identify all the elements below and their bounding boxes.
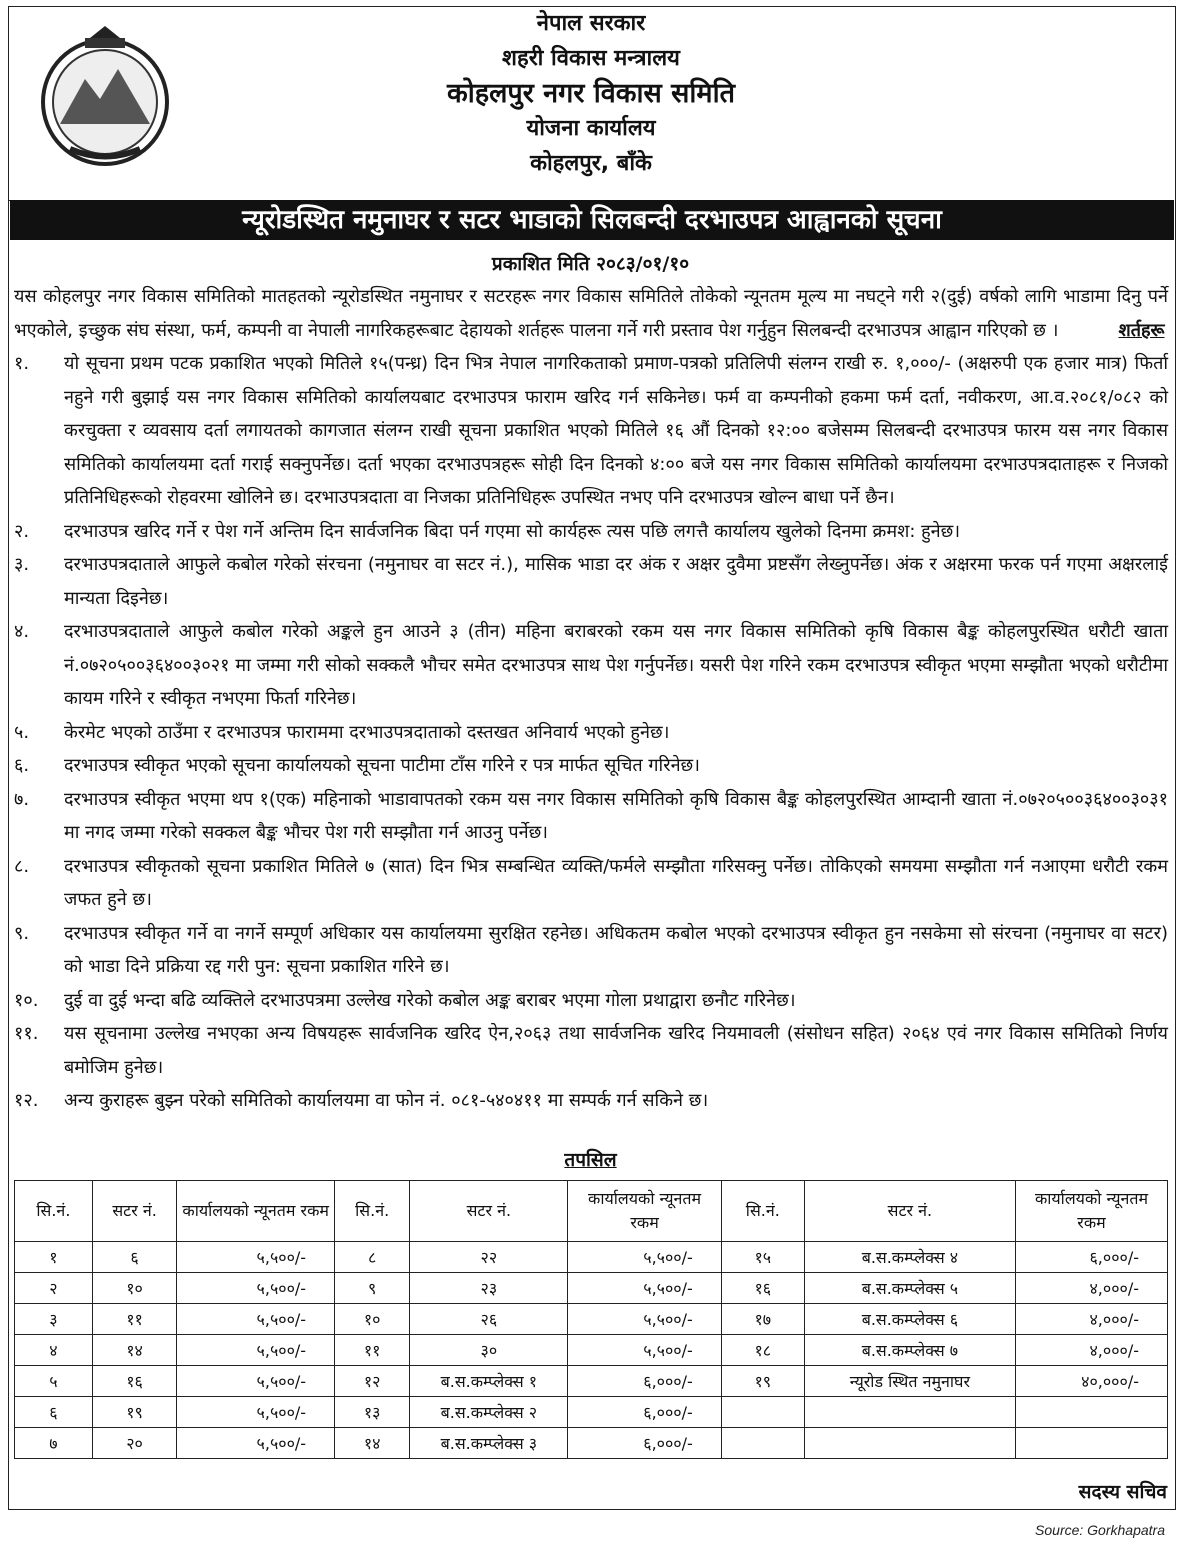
term-text: दरभाउपत्र खरिद गर्ने र पेश गर्ने अन्तिम दिन सार्वजनिक बिदा पर्न गएमा सो कार्यहरू त्यस पछि लगत्तै कार्यालय खुलेको दिनमा क्रमश: हुनेछ। (64, 520, 961, 542)
table-cell: २६ (410, 1304, 568, 1335)
source-credit: Source: Gorkhapatra (1035, 1522, 1165, 1538)
term-number: २. (14, 520, 30, 542)
term-text: दरभाउपत्र स्वीकृत भएको सूचना कार्यालयको सूचना पाटीमा टाँस गरिने र पत्र मार्फत सूचित गरिनेछ। (64, 755, 700, 776)
term-text: यो सूचना प्रथम पटक प्रकाशित भएको मितिले १५(पन्ध्र) दिन भित्र नेपाल नागरिकताको प्रमाण-पत्रको प्रतिलिपी संलग्न राखी रु. १,०००/- (अक्षरुपी एक हजार मात्र) फिर्ता नहुने गरी बुझाई यस नगर विकास समितिको कार्यालयबाट दरभाउपत्र फाराम खरिद गर्न सकिनेछ। फर्म वा कम्पनीको हकमा फर्म दर्ता, नवीकरण, आ.व.२०८१/०८२ को करचुक्ता र व्यवसाय दर्ता लगायतको कागजात संलग्न राखी सूचना प्रकाशित भएको मितिले १६ औं दिनको १२:०० बजेसम्म सिलबन्दी दरभाउपत्र फारम यस नगर विकास समितिको कार्यालयमा दर्ता गराई सक्नुपर्नेछ। दर्ता भएका दरभाउपत्रहरू सोही दिन दिनको ४:०० बजे यस नगर विकास समितिको कार्यालयमा दरभाउपत्रदाताहरू र निजको प्रतिनिधिहरूको रोहवरमा खोलिने छ। दरभाउपत्रदाता वा निजका प्रतिनिधिहरू उपस्थित नभए पनि दरभाउपत्र खोल्न बाधा पर्ने छैन। (64, 353, 1168, 508)
table-cell: ब.स.कम्प्लेक्स ४ (804, 1242, 1015, 1273)
table-cell: ९ (335, 1273, 410, 1304)
table-cell: १० (92, 1273, 177, 1304)
table-cell: ५,५००/- (568, 1304, 721, 1335)
table-cell: २३ (410, 1273, 568, 1304)
term-number: ४. (14, 621, 30, 642)
header-ministry: शहरी विकास मन्त्रालय (502, 46, 680, 71)
terms-heading: शर्तहरू (1118, 319, 1165, 341)
table-cell: ४,०००/- (1016, 1273, 1168, 1304)
table-cell: १० (335, 1304, 410, 1335)
term-number: १. (14, 353, 30, 374)
table-heading: तपसिल (564, 1149, 617, 1171)
term-number: ७. (14, 788, 30, 810)
term-number: ६. (14, 755, 30, 776)
details-table (14, 1180, 1168, 1459)
table-header-cell: कार्यालयको न्यूनतम रकम (177, 1181, 335, 1242)
nepal-emblem-icon (30, 24, 180, 174)
table-cell: ५,५००/- (177, 1304, 335, 1335)
table-cell: ब.स.कम्प्लेक्स ७ (804, 1335, 1015, 1366)
table-cell: ८ (335, 1242, 410, 1273)
table-cell: १९ (721, 1366, 804, 1397)
term-item (14, 548, 1168, 615)
term-number: ८. (14, 855, 30, 877)
table-cell: ४,०००/- (1016, 1335, 1168, 1366)
term-item (14, 716, 1168, 750)
term-item (14, 347, 1168, 515)
term-text: दरभाउपत्रदाताले आफुले कबोल गरेको संरचना (नमुनाघर वा सटर नं.), मासिक भाडा दर अंक र अक्षर दुवैमा प्रष्टसँग लेख्नुपर्नेछ। अंक र अक्षरमा फरक पर्न गएमा अक्षरलाई मान्यता दिइनेछ। (64, 554, 1168, 609)
terms-list (14, 347, 1168, 1118)
table-cell: ब.स.कम्प्लेक्स ६ (804, 1304, 1015, 1335)
term-number: ३. (14, 554, 30, 575)
table-header-cell: सि.नं. (15, 1181, 93, 1242)
table-cell: १ (15, 1242, 93, 1273)
term-item (14, 783, 1168, 850)
header-organization: कोहलपुर नगर विकास समिति (447, 78, 735, 109)
table-cell: ४,०००/- (1016, 1304, 1168, 1335)
table-cell: १६ (721, 1273, 804, 1304)
table-cell: १७ (721, 1304, 804, 1335)
term-number: ९. (14, 922, 30, 944)
table-cell: ३ (15, 1304, 93, 1335)
table-cell: १४ (335, 1428, 410, 1459)
table-header-cell: सटर नं. (92, 1181, 177, 1242)
table-cell: ६,०००/- (1016, 1242, 1168, 1273)
table-cell: ५,५००/- (177, 1397, 335, 1428)
term-number: ११. (14, 1023, 39, 1044)
table-cell: १३ (335, 1397, 410, 1428)
table-cell: २ (15, 1273, 93, 1304)
term-item (14, 1017, 1168, 1084)
table-cell: ५,५००/- (177, 1273, 335, 1304)
table-cell: ४ (15, 1335, 93, 1366)
header-office: योजना कार्यालय (526, 116, 656, 141)
table-cell: ५,५००/- (568, 1335, 721, 1366)
table-cell: ब.स.कम्प्लेक्स १ (410, 1366, 568, 1397)
table-row (15, 1242, 1168, 1273)
term-item (14, 850, 1168, 917)
intro-text: यस कोहलपुर नगर विकास समितिको मातहतको न्यूरोडस्थित नमुनाघर र सटरहरू नगर विकास समितिले तोकेको न्यूनतम मूल्य मा नघट्ने गरी २(दुई) वर्षको लागि भाडामा दिनु पर्ने भएकोले, इच्छुक संघ संस्था, फर्म, कम्पनी वा नेपाली नागरिकहरूबाट देहायको शर्तहरू पालना गर्ने गरी प्रस्ताव पेश गर्नुहुन सिलबन्दी दरभाउपत्र आह्वान गरिएको छ । (14, 286, 1168, 341)
term-item (14, 515, 1168, 549)
table-cell (804, 1397, 1015, 1428)
signature: सदस्य सचिव (1078, 1481, 1167, 1503)
table-cell: न्यूरोड स्थित नमुनाघर (804, 1366, 1015, 1397)
table-cell: ५ (15, 1366, 93, 1397)
table-row (15, 1428, 1168, 1459)
table-cell: ६,०००/- (568, 1366, 721, 1397)
table-cell: १६ (92, 1366, 177, 1397)
table-row (15, 1366, 1168, 1397)
notice-header (8, 6, 1174, 201)
term-item (14, 615, 1168, 716)
table-cell: १४ (92, 1335, 177, 1366)
table-cell: १५ (721, 1242, 804, 1273)
table-cell: ५,५००/- (177, 1242, 335, 1273)
table-cell: ६ (15, 1397, 93, 1428)
table-header-cell: कार्यालयको न्यूनतम रकम (568, 1181, 721, 1242)
term-item (14, 984, 1168, 1018)
table-cell: २० (92, 1428, 177, 1459)
notice-title: न्यूरोडस्थित नमुनाघर र सटर भाडाको सिलबन्दी दरभाउपत्र आह्वानको सूचना (10, 200, 1174, 240)
table-cell: २२ (410, 1242, 568, 1273)
table-header-cell: सि.नं. (721, 1181, 804, 1242)
table-cell: ५,५००/- (177, 1366, 335, 1397)
term-item (14, 1084, 1168, 1118)
table-cell: ११ (92, 1304, 177, 1335)
table-row (15, 1273, 1168, 1304)
table-cell (1016, 1397, 1168, 1428)
term-text: यस सूचनामा उल्लेख नभएका अन्य विषयहरू सार्वजनिक खरिद ऐन,२०६३ तथा सार्वजनिक खरिद नियमावली (संसोधन सहित) २०६४ एवं नगर विकास समितिको निर्णय बमोजिम हुनेछ। (64, 1023, 1168, 1078)
table-cell: ३० (410, 1335, 568, 1366)
table-cell: ६,०००/- (568, 1397, 721, 1428)
term-text: दरभाउपत्रदाताले आफुले कबोल गरेको अङ्कले हुन आउने ३ (तीन) महिना बराबरको रकम यस नगर विकास समितिको कृषि विकास बैङ्क कोहलपुरस्थित धरौटी खाता नं.०७२०५००३६४००३०२१ मा जम्मा गरी सोको सक्कलै भौचर समेत दरभाउपत्र साथ पेश गर्नुपर्नेछ। यसरी पेश गरिने रकम दरभाउपत्र स्वीकृत भएमा सम्झौता भएको धरौटीमा कायम गरिने र स्वीकृत नभएमा फिर्ता गरिनेछ। (64, 621, 1168, 709)
table-row (15, 1335, 1168, 1366)
table-header-cell: सि.नं. (335, 1181, 410, 1242)
term-number: ५. (14, 721, 30, 743)
table-cell (721, 1397, 804, 1428)
table-row (15, 1304, 1168, 1335)
table-cell: ७ (15, 1428, 93, 1459)
term-text: केरमेट भएको ठाउँमा र दरभाउपत्र फाराममा दरभाउपत्रदाताको दस्तखत अनिवार्य भएको हुनेछ। (64, 721, 670, 743)
table-cell: १९ (92, 1397, 177, 1428)
table-cell: ६,०००/- (568, 1428, 721, 1459)
table-cell (804, 1428, 1015, 1459)
term-text: दरभाउपत्र स्वीकृत गर्ने वा नगर्ने सम्पूर्ण अधिकार यस कार्यालयमा सुरक्षित रहनेछ। अधिकतम कबोल भएको दरभाउपत्र स्वीकृत हुन नसकेमा सो संरचना (नमुनाघर वा सटर) को भाडा दिने प्रक्रिया रद्द गरी पुन: सूचना प्रकाशित गरिने छ। (64, 922, 1168, 977)
published-date: प्रकाशित मिति २०८३/०१/१० (491, 253, 690, 275)
table-header-row (15, 1181, 1168, 1242)
term-item (14, 917, 1168, 984)
term-text: अन्य कुराहरू बुझ्न परेको समितिको कार्यालयमा वा फोन नं. ०८१-५४०४११ मा सम्पर्क गर्न सकिने छ। (64, 1090, 709, 1111)
term-item (14, 749, 1168, 783)
table-cell: १८ (721, 1335, 804, 1366)
table-cell: ११ (335, 1335, 410, 1366)
table-header-cell: सटर नं. (410, 1181, 568, 1242)
table-cell: ६ (92, 1242, 177, 1273)
table-cell: ५,५००/- (568, 1273, 721, 1304)
table-cell: ५,५००/- (177, 1335, 335, 1366)
header-location: कोहलपुर, बाँके (530, 151, 652, 176)
table-cell: ब.स.कम्प्लेक्स ५ (804, 1273, 1015, 1304)
intro-paragraph (14, 280, 1168, 347)
term-text: दुई वा दुई भन्दा बढि व्यक्तिले दरभाउपत्रमा उल्लेख गरेको कबोल अङ्क बराबर भएमा गोला प्रथाद्वारा छनौट गरिनेछ। (64, 989, 796, 1011)
table-header-cell: सटर नं. (804, 1181, 1015, 1242)
table-cell: ४०,०००/- (1016, 1366, 1168, 1397)
table-cell: ५,५००/- (568, 1242, 721, 1273)
table-row (15, 1397, 1168, 1428)
term-number: १०. (14, 989, 39, 1011)
table-cell: ब.स.कम्प्लेक्स ३ (410, 1428, 568, 1459)
table-cell (721, 1428, 804, 1459)
table-cell (1016, 1428, 1168, 1459)
term-text: दरभाउपत्र स्वीकृतको सूचना प्रकाशित मितिले ७ (सात) दिन भित्र सम्बन्धित व्यक्ति/फर्मले सम्झौता गरिसक्नु पर्नेछ। तोकिएको समयमा सम्झौता गर्न नआएमा धरौटी रकम जफत हुने छ। (64, 855, 1168, 910)
table-cell: १२ (335, 1366, 410, 1397)
term-text: दरभाउपत्र स्वीकृत भएमा थप १(एक) महिनाको भाडावापतको रकम यस नगर विकास समितिको कृषि विकास बैङ्क कोहलपुरस्थित आम्दानी खाता नं.०७२०५००३६४००३०३१ मा नगद जम्मा गरेको सक्कल बैङ्क भौचर पेश गरी सम्झौता गर्न आउनु पर्नेछ। (64, 788, 1168, 843)
table-cell: ब.स.कम्प्लेक्स २ (410, 1397, 568, 1428)
term-number: १२. (14, 1090, 39, 1111)
notice-body (14, 280, 1168, 1118)
table-cell: ५,५००/- (177, 1428, 335, 1459)
header-government: नेपाल सरकार (536, 11, 646, 36)
table-header-cell: कार्यालयको न्यूनतम रकम (1016, 1181, 1168, 1242)
